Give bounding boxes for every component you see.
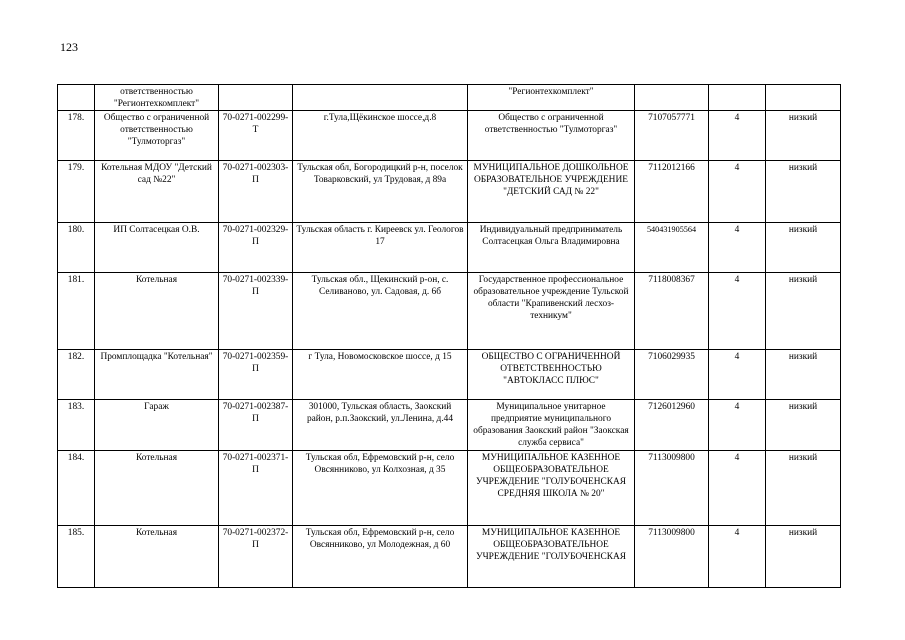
object-name-cell: Общество с ограниченной ответственностью "Тулмоторгаз" [95, 111, 219, 161]
address-cell: Тульская обл, Ефремовский р-н, село Овсянниково, ул Колхозная, д 35 [293, 450, 468, 525]
inn-cell: 7106029935 [635, 350, 709, 400]
table-row [58, 400, 841, 450]
risk-level-cell: низкий [766, 111, 841, 161]
address-cell: г Тула, Новомосковское шоссе, д 15 [293, 350, 468, 400]
table-row [58, 450, 841, 525]
address-cell: Тульская область г. Киреевск ул. Геологов 17 [293, 223, 468, 273]
address-cell: 301000, Тульская область, Заокский район, р.п.Заокский, ул.Ленина, д.44 [293, 400, 468, 450]
table-row [58, 350, 841, 400]
registration-code-cell: 70-0271-002372-П [219, 525, 293, 587]
risk-level-cell: низкий [766, 161, 841, 223]
object-name-cell: Гараж [95, 400, 219, 450]
operator-cell: Муниципальное унитарное предприятие муниципального образования Заокский район "Заокская служба сервиса" [468, 400, 635, 450]
object-name-cell: ответственностью "Регионтехкомплект" [95, 85, 219, 111]
category-cell [709, 85, 766, 111]
table-row [58, 85, 841, 111]
row-number-cell: 182. [58, 350, 95, 400]
row-number-cell: 181. [58, 273, 95, 350]
category-cell: 4 [709, 223, 766, 273]
inn-cell: 7112012166 [635, 161, 709, 223]
operator-cell: МУНИЦИПАЛЬНОЕ КАЗЕННОЕ ОБЩЕОБРАЗОВАТЕЛЬНОЕ УЧРЕЖДЕНИЕ "ГОЛУБОЧЕНСКАЯ [468, 525, 635, 587]
operator-cell: МУНИЦИПАЛЬНОЕ КАЗЕННОЕ ОБЩЕОБРАЗОВАТЕЛЬНОЕ УЧРЕЖДЕНИЕ "ГОЛУБОЧЕНСКАЯ СРЕДНЯЯ ШКОЛА № 20" [468, 450, 635, 525]
operator-cell: Государственное профессиональное образовательное учреждение Тульской области "Крапивенский лесхоз-техникум" [468, 273, 635, 350]
registration-code-cell: 70-0271-002371-П [219, 450, 293, 525]
object-name-cell: Котельная [95, 525, 219, 587]
operator-cell: Общество с ограниченной ответственностью "Тулмоторгаз" [468, 111, 635, 161]
inn-cell: 7107057771 [635, 111, 709, 161]
risk-level-cell: низкий [766, 450, 841, 525]
address-cell: Тульская обл, Богородицкий р-н, поселок Товарковский, ул Трудовая, д 89а [293, 161, 468, 223]
page-number: 123 [60, 40, 78, 54]
risk-level-cell: низкий [766, 223, 841, 273]
table-row [58, 111, 841, 161]
category-cell: 4 [709, 525, 766, 587]
inn-cell: 540431905564 [635, 223, 709, 273]
category-cell: 4 [709, 400, 766, 450]
row-number-cell: 179. [58, 161, 95, 223]
row-number-cell: 183. [58, 400, 95, 450]
registration-code-cell: 70-0271-002303-П [219, 161, 293, 223]
object-name-cell: Котельная [95, 273, 219, 350]
object-name-cell: Котельная [95, 450, 219, 525]
inn-cell: 7113009800 [635, 525, 709, 587]
risk-level-cell: низкий [766, 400, 841, 450]
operator-cell: ОБЩЕСТВО С ОГРАНИЧЕННОЙ ОТВЕТСТВЕННОСТЬЮ "АВТОКЛАСС ПЛЮС" [468, 350, 635, 400]
category-cell: 4 [709, 161, 766, 223]
registration-code-cell: 70-0271-002299-Т [219, 111, 293, 161]
row-number-cell: 178. [58, 111, 95, 161]
operator-cell: МУНИЦИПАЛЬНОЕ ДОШКОЛЬНОЕ ОБРАЗОВАТЕЛЬНОЕ УЧРЕЖДЕНИЕ "ДЕТСКИЙ САД № 22" [468, 161, 635, 223]
registration-code-cell: 70-0271-002329-П [219, 223, 293, 273]
registry-table [57, 84, 841, 588]
risk-level-cell: низкий [766, 350, 841, 400]
inn-cell: 7118008367 [635, 273, 709, 350]
object-name-cell: Промплощадка "Котельная" [95, 350, 219, 400]
category-cell: 4 [709, 350, 766, 400]
risk-level-cell: низкий [766, 525, 841, 587]
address-cell [293, 85, 468, 111]
table-row [58, 525, 841, 587]
operator-cell: Индивидуальный предприниматель Солтасецкая Ольга Владимировна [468, 223, 635, 273]
category-cell: 4 [709, 111, 766, 161]
registration-code-cell: 70-0271-002387-П [219, 400, 293, 450]
risk-level-cell: низкий [766, 273, 841, 350]
inn-cell: 7126012960 [635, 400, 709, 450]
address-cell: г.Тула,Щёкинское шоссе,д.8 [293, 111, 468, 161]
inn-cell [635, 85, 709, 111]
operator-cell: "Регионтехкомплект" [468, 85, 635, 111]
table-row [58, 161, 841, 223]
category-cell: 4 [709, 273, 766, 350]
address-cell: Тульская обл, Ефремовский р-н, село Овсянниково, ул Молодежная, д 60 [293, 525, 468, 587]
registration-code-cell [219, 85, 293, 111]
object-name-cell: ИП Солтасецкая О.В. [95, 223, 219, 273]
table-row [58, 273, 841, 350]
row-number-cell [58, 85, 95, 111]
row-number-cell: 184. [58, 450, 95, 525]
risk-level-cell [766, 85, 841, 111]
registration-code-cell: 70-0271-002339-П [219, 273, 293, 350]
object-name-cell: Котельная МДОУ "Детский сад №22" [95, 161, 219, 223]
category-cell: 4 [709, 450, 766, 525]
row-number-cell: 185. [58, 525, 95, 587]
address-cell: Тульская обл., Щекинский р-он, с. Селиваново, ул. Садовая, д. 6б [293, 273, 468, 350]
table-row [58, 223, 841, 273]
registration-code-cell: 70-0271-002359-П [219, 350, 293, 400]
inn-cell: 7113009800 [635, 450, 709, 525]
row-number-cell: 180. [58, 223, 95, 273]
